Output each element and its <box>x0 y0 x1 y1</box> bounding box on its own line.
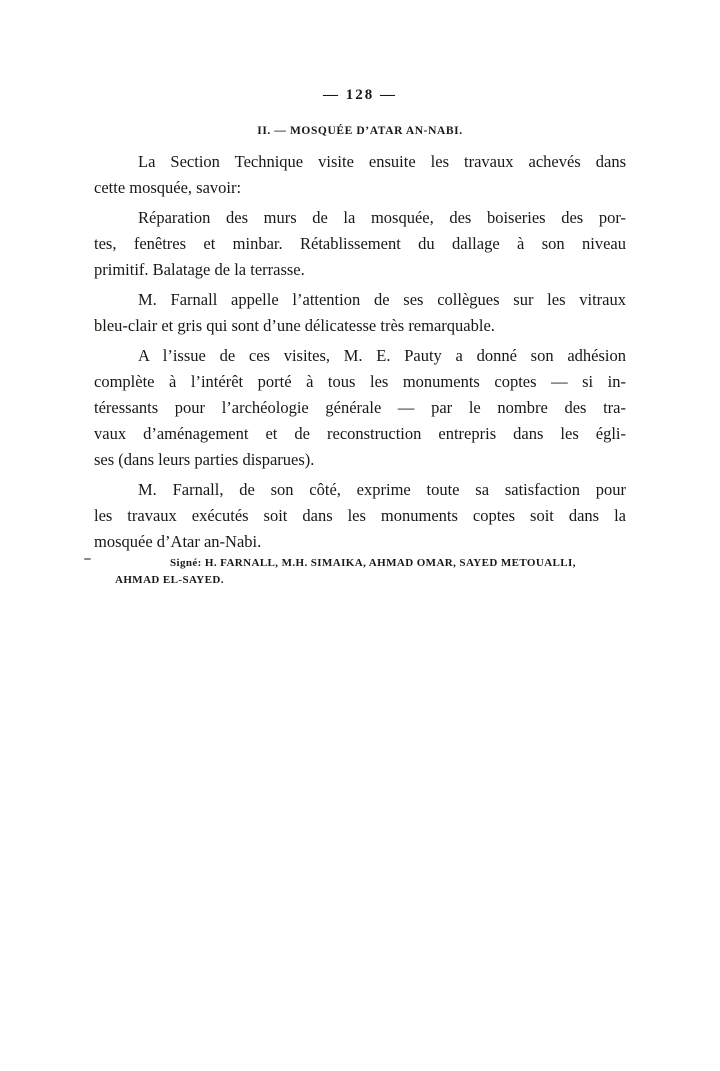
signature-line: AHMAD EL-SAYED. <box>115 574 224 586</box>
text-block <box>94 149 626 559</box>
paragraph <box>94 149 626 201</box>
text-line: tes, fenêtres et minbar. Rétablissement du dallage à son niveau <box>94 234 626 253</box>
text-line: bleu-clair et gris qui sont d’une délicatesse très remarquable. <box>94 316 495 335</box>
text-line: cette mosquée, savoir: <box>94 178 242 197</box>
scan-artifact <box>84 558 91 560</box>
signature-block <box>94 555 626 589</box>
text-line: Réparation des murs de la mosquée, des boiseries des por- <box>138 208 626 227</box>
text-line: mosquée d’Atar an-Nabi. <box>94 532 262 551</box>
text-line: primitif. Balatage de la terrasse. <box>94 260 305 279</box>
text-line: La Section Technique visite ensuite les travaux achevés dans <box>138 152 626 171</box>
paragraph <box>94 343 626 473</box>
text-line: vaux d’aménagement et de reconstruction entrepris dans les égli- <box>94 424 626 443</box>
text-line: M. Farnall, de son côté, exprime toute sa satisfaction pour <box>138 480 626 499</box>
section-heading: II. — MOSQUÉE D’ATAR AN-NABI. <box>257 125 463 137</box>
paragraph <box>94 287 626 339</box>
text-line: A l’issue de ces visites, M. E. Pauty a donné son adhésion <box>138 346 626 365</box>
signature-line: Signé: H. FARNALL, M.H. SIMAIKA, AHMAD OMAR, SAYED METOUALLI, <box>170 557 576 569</box>
text-line: téressants pour l’archéologie générale — par le nombre des tra- <box>94 398 626 417</box>
text-line: complète à l’intérêt porté à tous les monuments coptes — si in- <box>94 372 626 391</box>
page-number: — 128 — <box>323 87 397 103</box>
text-line: les travaux exécutés soit dans les monuments coptes soit dans la <box>94 506 626 525</box>
paragraph <box>94 477 626 555</box>
text-line: ses (dans leurs parties disparues). <box>94 450 315 469</box>
text-line: M. Farnall appelle l’attention de ses collègues sur les vitraux <box>138 290 626 309</box>
paragraph <box>94 205 626 283</box>
